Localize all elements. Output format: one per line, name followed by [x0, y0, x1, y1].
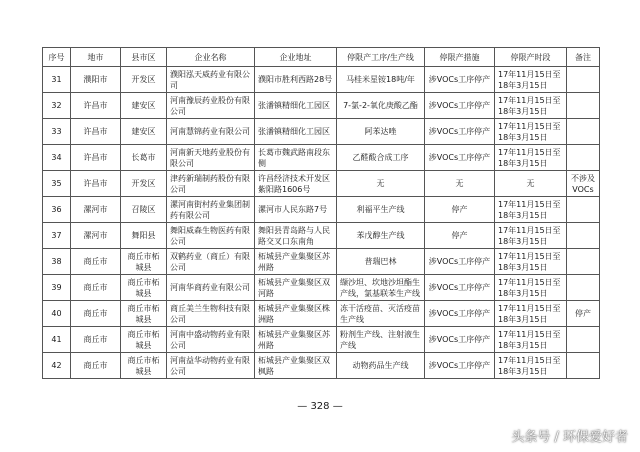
cell-city: 商丘市	[71, 353, 121, 379]
cell-measure: 涉VOCs工序停产	[425, 119, 495, 145]
col-header-index: 序号	[43, 48, 71, 67]
cell-index: 31	[43, 67, 71, 93]
cell-index: 32	[43, 93, 71, 119]
table-row	[43, 353, 600, 379]
col-header-city: 地市	[71, 48, 121, 67]
cell-remark	[567, 327, 600, 353]
cell-company-address: 漯河市人民东路7号	[255, 197, 337, 223]
cell-city: 漯河市	[71, 223, 121, 249]
cell-process-line: 阿苯达唑	[337, 119, 425, 145]
cell-company-address: 柘城县产业集聚区双枫路	[255, 353, 337, 379]
cell-remark	[567, 249, 600, 275]
cell-process-line: 7-氯-2-氧化庚酸乙酯	[337, 93, 425, 119]
cell-county: 建安区	[121, 119, 167, 145]
table-row	[43, 327, 600, 353]
cell-process-line: 缬沙坦、坎地沙坦酯生产线，氯基联苯生产线	[337, 275, 425, 301]
cell-process-line: 乙醛酸合成工序	[337, 145, 425, 171]
cell-index: 39	[43, 275, 71, 301]
cell-period: 17年11月15日至18年3月15日	[495, 353, 567, 379]
cell-index: 41	[43, 327, 71, 353]
cell-process-line: 动物药品生产线	[337, 353, 425, 379]
cell-remark	[567, 93, 600, 119]
table-row	[43, 67, 600, 93]
cell-remark	[567, 353, 600, 379]
cell-county: 商丘市柘城县	[121, 327, 167, 353]
cell-county: 商丘市柘城县	[121, 301, 167, 327]
cell-index: 33	[43, 119, 71, 145]
cell-index: 40	[43, 301, 71, 327]
cell-period: 17年11月15日至18年3月15日	[495, 249, 567, 275]
cell-company-name: 舞阳威森生物医药有限公司	[167, 223, 255, 249]
cell-process-line: 冻干活疫苗、灭活疫苗生产线	[337, 301, 425, 327]
col-header-process-line: 停限产工序/生产线	[337, 48, 425, 67]
cell-company-address: 张潘镇精细化工园区	[255, 93, 337, 119]
cell-company-name: 津药新瑞制药股份有限公司	[167, 171, 255, 197]
cell-city: 商丘市	[71, 249, 121, 275]
watermark: 头条号 / 环保爱好者	[511, 430, 628, 445]
table-row	[43, 223, 600, 249]
cell-process-line: 利福平生产线	[337, 197, 425, 223]
cell-county: 商丘市柘城县	[121, 353, 167, 379]
cell-company-name: 河南益华动物药业有限公司	[167, 353, 255, 379]
cell-remark	[567, 67, 600, 93]
header-row	[43, 48, 600, 67]
col-header-remark: 备注	[567, 48, 600, 67]
table-row	[43, 249, 600, 275]
cell-period: 无	[495, 171, 567, 197]
cell-company-address: 柘城县产业集聚区双河路	[255, 275, 337, 301]
cell-company-address: 长葛市魏武路南段东侧	[255, 145, 337, 171]
cell-process-line: 普瑞巴林	[337, 249, 425, 275]
col-header-county: 县市区	[121, 48, 167, 67]
cell-process-line: 马桂米星铵18吨/年	[337, 67, 425, 93]
table-row	[43, 119, 600, 145]
table-row	[43, 93, 600, 119]
cell-county: 开发区	[121, 67, 167, 93]
cell-company-name: 河南华商药业有限公司	[167, 275, 255, 301]
cell-city: 许昌市	[71, 93, 121, 119]
cell-company-name: 河南慧锦药业有限公司	[167, 119, 255, 145]
cell-company-name: 商丘美兰生物科技有限公司	[167, 301, 255, 327]
cell-measure: 停产	[425, 223, 495, 249]
cell-period: 17年11月15日至18年3月15日	[495, 197, 567, 223]
cell-city: 商丘市	[71, 301, 121, 327]
cell-city: 许昌市	[71, 171, 121, 197]
cell-measure: 涉VOCs工序停产	[425, 67, 495, 93]
cell-measure: 涉VOCs工序停产	[425, 301, 495, 327]
cell-index: 34	[43, 145, 71, 171]
cell-period: 17年11月15日至18年3月15日	[495, 93, 567, 119]
cell-remark: 不涉及VOCs	[567, 171, 600, 197]
cell-company-name: 河南新天地药业股份有限公司	[167, 145, 255, 171]
col-header-period: 停限产时段	[495, 48, 567, 67]
page-number: — 328 —	[297, 401, 343, 412]
cell-period: 17年11月15日至18年3月15日	[495, 119, 567, 145]
cell-remark	[567, 197, 600, 223]
cell-company-address: 柘城县产业集聚区苏州路	[255, 249, 337, 275]
cell-city: 商丘市	[71, 327, 121, 353]
col-header-measure: 停限产措施	[425, 48, 495, 67]
cell-measure: 涉VOCs工序停产	[425, 275, 495, 301]
cell-index: 35	[43, 171, 71, 197]
cell-company-name: 濮阳泓天威药业有限公司	[167, 67, 255, 93]
cell-company-address: 濮阳市胜利西路28号	[255, 67, 337, 93]
cell-company-address: 许昌经济技术开发区紫阳路1606号	[255, 171, 337, 197]
cell-remark	[567, 223, 600, 249]
cell-county: 长葛市	[121, 145, 167, 171]
cell-period: 17年11月15日至18年3月15日	[495, 223, 567, 249]
cell-index: 38	[43, 249, 71, 275]
data-table	[42, 47, 600, 379]
cell-city: 濮阳市	[71, 67, 121, 93]
col-header-company-name: 企业名称	[167, 48, 255, 67]
cell-company-address: 柘城县产业集聚区苏州路	[255, 327, 337, 353]
cell-process-line: 苯戊醇生产线	[337, 223, 425, 249]
cell-county: 开发区	[121, 171, 167, 197]
cell-county: 召陵区	[121, 197, 167, 223]
cell-measure: 涉VOCs工序停产	[425, 353, 495, 379]
cell-period: 17年11月15日至18年3月15日	[495, 275, 567, 301]
cell-city: 漯河市	[71, 197, 121, 223]
cell-process-line: 粉剂生产线、注射液生产线	[337, 327, 425, 353]
cell-remark: 停产	[567, 301, 600, 327]
cell-measure: 涉VOCs工序停产	[425, 145, 495, 171]
cell-index: 36	[43, 197, 71, 223]
table-row	[43, 145, 600, 171]
cell-process-line: 无	[337, 171, 425, 197]
cell-company-name: 河南中盛动物药业有限公司	[167, 327, 255, 353]
cell-period: 17年11月15日至18年3月15日	[495, 301, 567, 327]
cell-remark	[567, 275, 600, 301]
cell-measure: 无	[425, 171, 495, 197]
cell-measure: 涉VOCs工序停产	[425, 93, 495, 119]
cell-county: 舞阳县	[121, 223, 167, 249]
cell-measure: 涉VOCs工序停产	[425, 249, 495, 275]
cell-remark	[567, 119, 600, 145]
cell-measure: 涉VOCs工序停产	[425, 327, 495, 353]
cell-index: 37	[43, 223, 71, 249]
cell-county: 商丘市柘城县	[121, 275, 167, 301]
cell-city: 许昌市	[71, 145, 121, 171]
cell-county: 建安区	[121, 93, 167, 119]
cell-measure: 停产	[425, 197, 495, 223]
cell-city: 许昌市	[71, 119, 121, 145]
table-row	[43, 171, 600, 197]
cell-company-name: 河南豫辰药业股份有限公司	[167, 93, 255, 119]
cell-period: 17年11月15日至18年3月15日	[495, 327, 567, 353]
table-row	[43, 275, 600, 301]
cell-company-name: 漯河南街村药业集团制药有限公司	[167, 197, 255, 223]
cell-remark	[567, 145, 600, 171]
col-header-company-address: 企业地址	[255, 48, 337, 67]
cell-company-name: 双鹤药业（商丘）有限公司	[167, 249, 255, 275]
cell-period: 17年11月15日至18年3月15日	[495, 67, 567, 93]
cell-city: 商丘市	[71, 275, 121, 301]
cell-company-address: 张潘镇精细化工园区	[255, 119, 337, 145]
table-row	[43, 301, 600, 327]
cell-index: 42	[43, 353, 71, 379]
table-row	[43, 197, 600, 223]
cell-period: 17年11月15日至18年3月15日	[495, 145, 567, 171]
cell-company-address: 舞阳县青岛路与人民路交叉口东南角	[255, 223, 337, 249]
cell-company-address: 柘城县产业集聚区株洲路	[255, 301, 337, 327]
cell-county: 商丘市柘城县	[121, 249, 167, 275]
